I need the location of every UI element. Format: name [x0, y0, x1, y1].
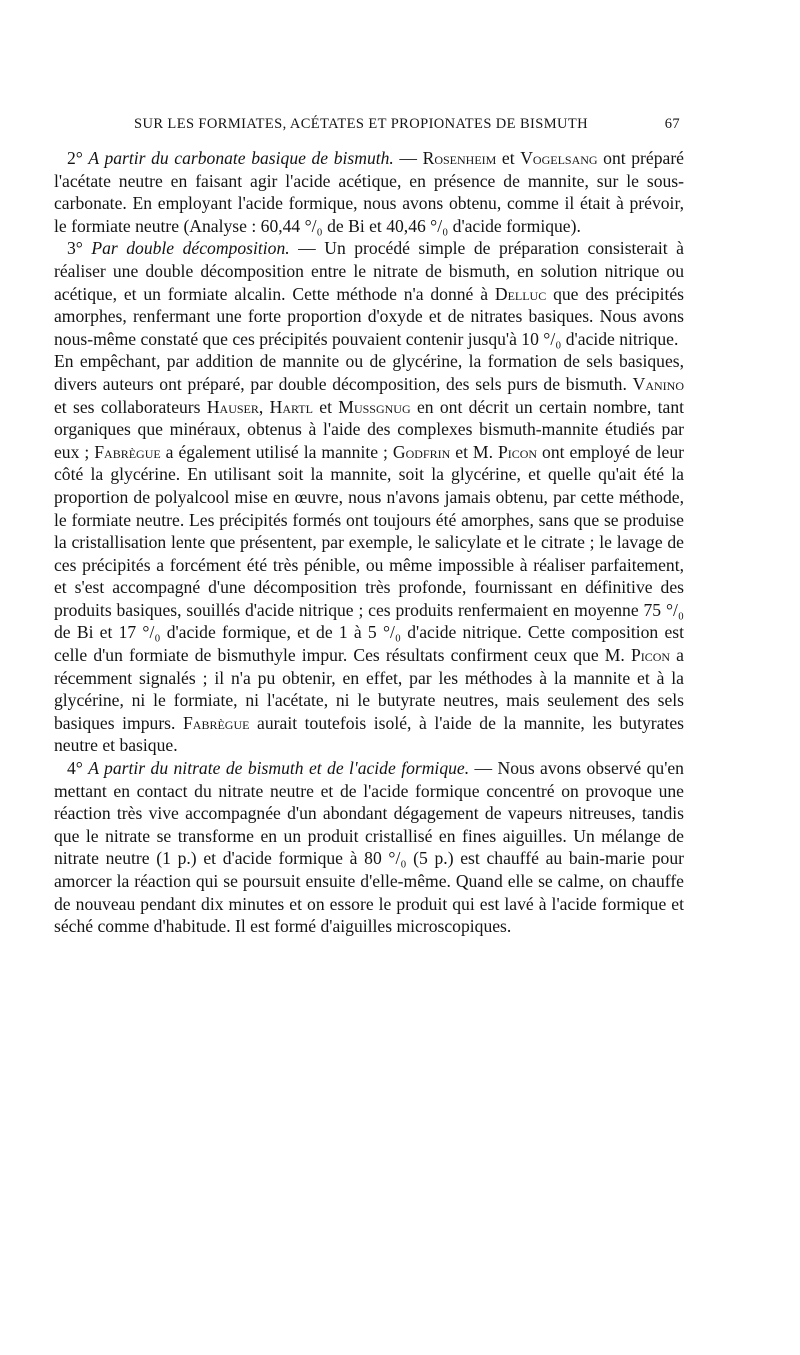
text-run: a récemment signalés ; il n'a pu obtenir, en effet, par les méthodes à la mannite et à la glycérine, ni le formiate, ni l'acétate, ni le butyrate neutres, mais seulement des sels basiques impurs. [54, 645, 684, 733]
text-run: 2° [67, 148, 89, 168]
author-name: Godfrin [392, 441, 451, 462]
text-run: et [312, 396, 339, 417]
author-name: Hauser [206, 396, 259, 417]
text-run: , [258, 396, 270, 417]
author-name: Picon [630, 645, 671, 666]
paragraph [54, 757, 684, 938]
running-header-title: SUR LES FORMIATES, ACÉTATES ET PROPIONATES DE BISMUTH [134, 116, 589, 132]
section-heading: A partir du carbonate basique de bismuth. [88, 148, 394, 168]
text-run: que des précipités amorphes, renfermant une forte proportion d'oxyde et de nitrates basiques. Nous avons nous-même constaté que ces précipités pouvaient contenir jusqu'à 10 °/₀ d'acide nitrique. [54, 283, 684, 349]
section-heading: A partir du nitrate de bismuth et de l'acide formique. [88, 758, 470, 779]
text-run: 4° [67, 758, 89, 779]
text-run: — Nous avons observé qu'en mettant en contact du nitrate neutre et de l'acide formique concentré on provoque une réaction très vive accompagnée d'un abondant dégagement de vapeurs nitreuses, tandis que le nitrate se transforme en un produit cristallisé en fines aiguilles. Un mélange de nitrate neutre (1 p.) et d'acide formique à 80 °/₀ (5 p.) est chauffé au bain-marie pour amorcer la réaction qui se poursuit ensuite d'elle-même. Quand elle se calme, on chauffe de nouveau pendant dix minutes et on essore le produit qui est lavé à l'acide formique et séché comme d'habitude. Il est formé d'aiguilles microscopiques. [54, 758, 684, 937]
text-run: et [496, 148, 521, 168]
paragraph [54, 237, 684, 350]
author-name: Rosenheim [422, 148, 497, 168]
text-run: aurait toutefois isolé, à l'aide de la mannite, les butyrates neutre et basique. [54, 712, 684, 756]
author-name: Vanino [632, 373, 684, 394]
text-run: ont employé de leur côté la glycérine. En utilisant soit la mannite, soit la glycérine, et quelle qu'ait été la proportion de polyalcool mise en œuvre, nous n'avons jamais obtenu, par cette méthode, le formiate neutre. Les précipités formés ont toujours été amorphes, sans que se produise la cristallisation lente que présentent, par exemple, le salicylate et le citrate ; le lavage de ces précipités a forcément été très pénible, ou même impossible à réaliser parfaitement, et s'est accompagné d'une décomposition très profonde, fournissant en définitive des produits basiques, souillés d'acide nitrique ; ces produits renfermaient en moyenne 75 °/₀ de Bi et 17 °/₀ d'acide formique, et de 1 à 5 °/₀ d'acide nitrique. Cette composition est celle d'un formiate de bismuthyle impur. Ces résultats confirment ceux que M. [54, 441, 684, 666]
text-run: En empêchant, par addition de mannite ou de glycérine, la formation de sels basiques, divers auteurs ont préparé, par double décomposition, des sels purs de bismuth. [54, 351, 684, 394]
page-number: 67 [664, 116, 680, 132]
text-run: et ses collaborateurs [54, 396, 207, 417]
author-name: Fabrègue [183, 712, 250, 733]
author-name: Picon [497, 441, 538, 462]
text-run: 3° [67, 238, 92, 259]
text-run: — [393, 148, 423, 168]
text-run: ont préparé l'acétate neutre en faisant agir l'acide acétique, en présence de mannite, sur le sous-carbonate. En employant l'acide formique, nous avons obtenu, comme il était à prévoir, le formiate neutre (Analyse : 60,44 °/₀ de Bi et 40,46 °/₀ d'acide formique). [54, 148, 684, 236]
section-heading: Par double décomposition. [91, 238, 290, 259]
text-run: — Un procédé simple de préparation consisterait à réaliser une double décomposition entre le nitrate de bismuth, en solution nitrique ou acétique, et un formiate alcalin. Cette méthode n'a donné à [54, 238, 684, 304]
author-name: Mussgnug [338, 396, 411, 417]
text-run: et M. [450, 441, 498, 462]
author-name: Delluc [494, 283, 547, 304]
text-run: en ont décrit un certain nombre, tant organiques que minéraux, obtenus à l'aide des complexes bismuth-mannite étudiés par eux ; [54, 396, 685, 462]
paragraph [54, 350, 684, 757]
author-name: Vogelsang [520, 148, 598, 168]
body-text [54, 147, 684, 938]
page [54, 116, 684, 938]
author-name: Fabrègue [94, 441, 161, 462]
text-run: a également utilisé la mannite ; [160, 441, 393, 462]
running-header [134, 116, 680, 140]
author-name: Hartl [269, 396, 313, 417]
paragraph [54, 147, 684, 237]
